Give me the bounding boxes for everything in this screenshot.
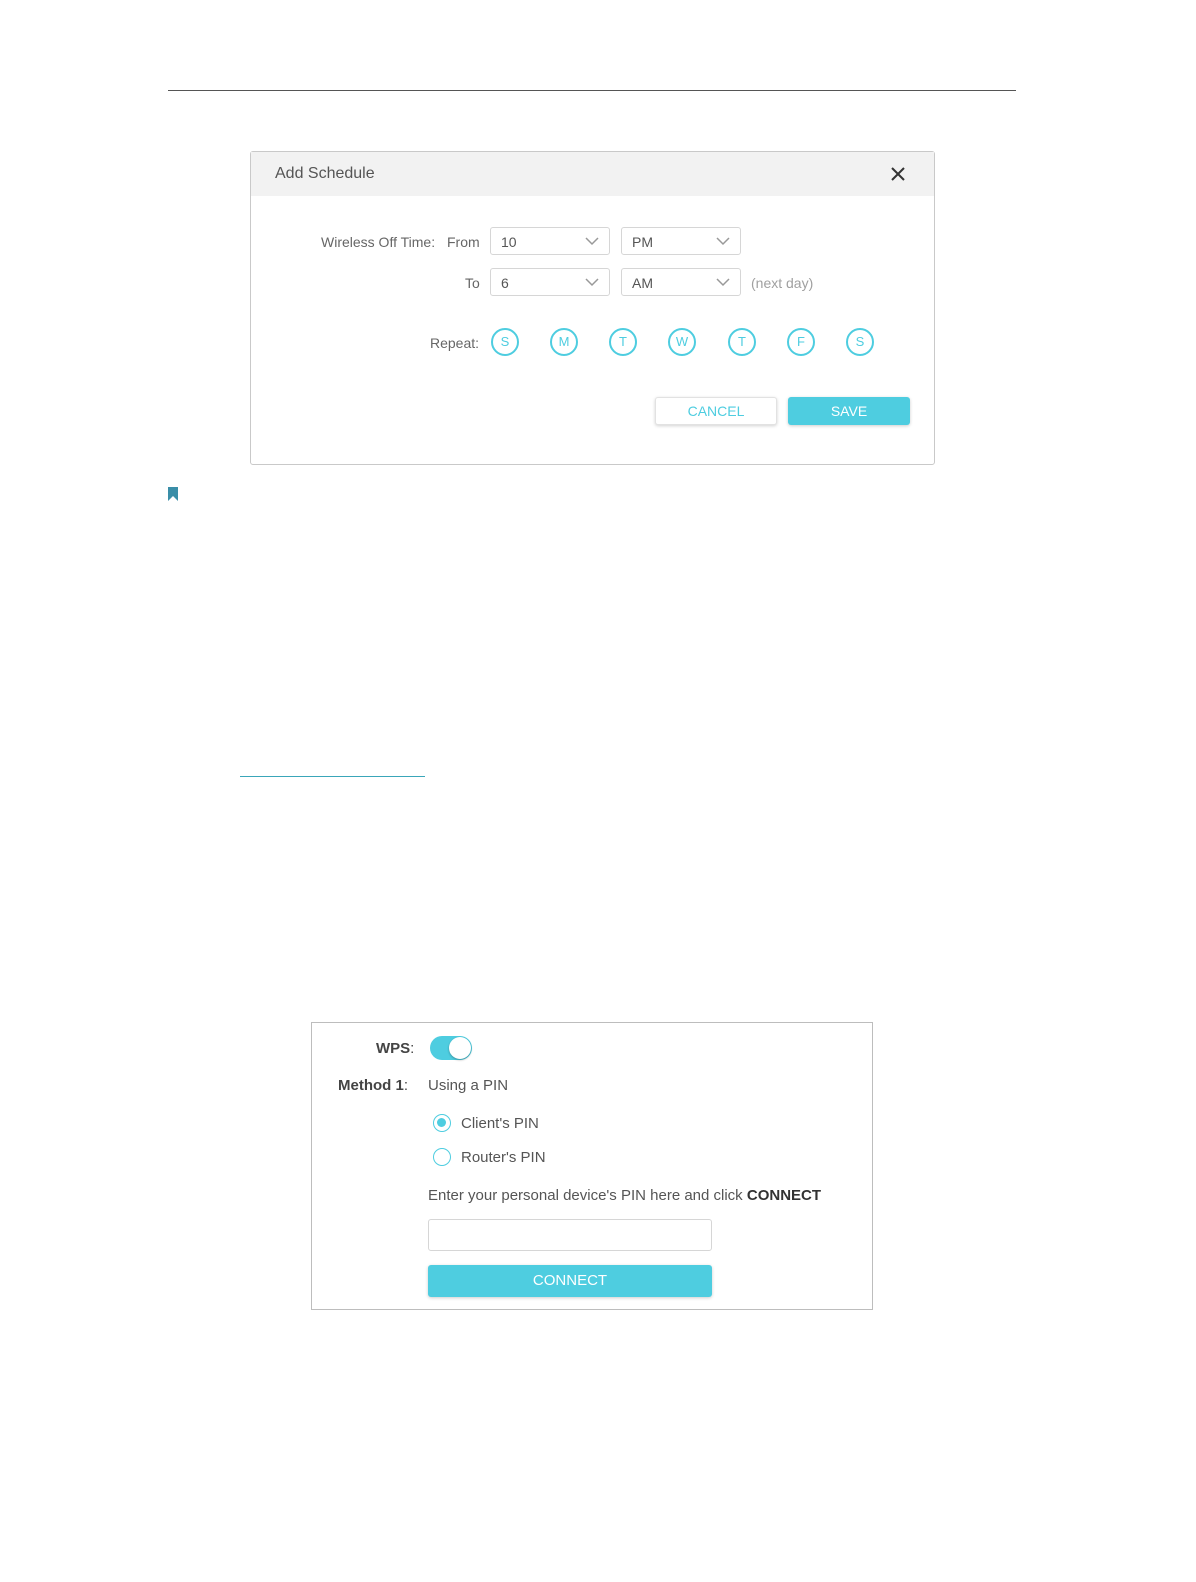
chevron-down-icon xyxy=(585,237,599,246)
day-saturday[interactable]: S xyxy=(846,328,874,356)
day-wednesday[interactable]: W xyxy=(668,328,696,356)
clients-pin-radio[interactable] xyxy=(433,1114,451,1132)
repeat-label: Repeat: xyxy=(430,335,480,351)
from-hour-value: 10 xyxy=(501,234,517,250)
toggle-knob xyxy=(449,1037,471,1059)
chevron-down-icon xyxy=(585,278,599,287)
chevron-down-icon xyxy=(716,237,730,246)
wps-toggle[interactable] xyxy=(430,1036,472,1060)
routers-pin-label: Router's PIN xyxy=(461,1149,546,1166)
bookmark-icon xyxy=(168,487,178,501)
add-schedule-dialog xyxy=(250,151,935,465)
dialog-title: Add Schedule xyxy=(275,165,375,182)
routers-pin-radio[interactable] xyxy=(433,1148,451,1166)
cancel-button[interactable]: CANCEL xyxy=(655,397,777,425)
link-underline xyxy=(240,776,425,777)
day-friday[interactable]: F xyxy=(787,328,815,356)
wireless-off-time-label: Wireless Off Time: xyxy=(321,234,436,250)
to-period-value: AM xyxy=(632,275,653,291)
connect-button[interactable]: CONNECT xyxy=(428,1265,712,1297)
next-day-note: (next day) xyxy=(751,275,814,291)
save-button[interactable]: SAVE xyxy=(788,397,910,425)
from-period-value: PM xyxy=(632,234,653,250)
close-icon xyxy=(887,163,909,185)
day-thursday[interactable]: T xyxy=(728,328,756,356)
from-label: From xyxy=(447,234,480,250)
close-button[interactable] xyxy=(887,163,909,185)
to-hour-select[interactable] xyxy=(490,268,610,296)
day-tuesday[interactable]: T xyxy=(609,328,637,356)
method-value: Using a PIN xyxy=(428,1077,509,1094)
header-rule xyxy=(168,90,1016,91)
day-monday[interactable]: M xyxy=(550,328,578,356)
dialog-header xyxy=(251,152,934,196)
to-label: To xyxy=(465,275,480,291)
from-hour-select[interactable] xyxy=(490,227,610,255)
from-period-select[interactable] xyxy=(621,227,741,255)
pin-input[interactable] xyxy=(428,1219,712,1251)
day-sunday[interactable]: S xyxy=(491,328,519,356)
clients-pin-label: Client's PIN xyxy=(461,1115,539,1132)
wps-label: WPS: xyxy=(376,1040,415,1057)
wps-panel xyxy=(311,1022,873,1310)
to-period-select[interactable] xyxy=(621,268,741,296)
to-hour-value: 6 xyxy=(501,275,509,291)
chevron-down-icon xyxy=(716,278,730,287)
method-label: Method 1: xyxy=(338,1077,409,1094)
pin-instruction: Enter your personal device's PIN here and click CONNECT xyxy=(428,1187,822,1204)
